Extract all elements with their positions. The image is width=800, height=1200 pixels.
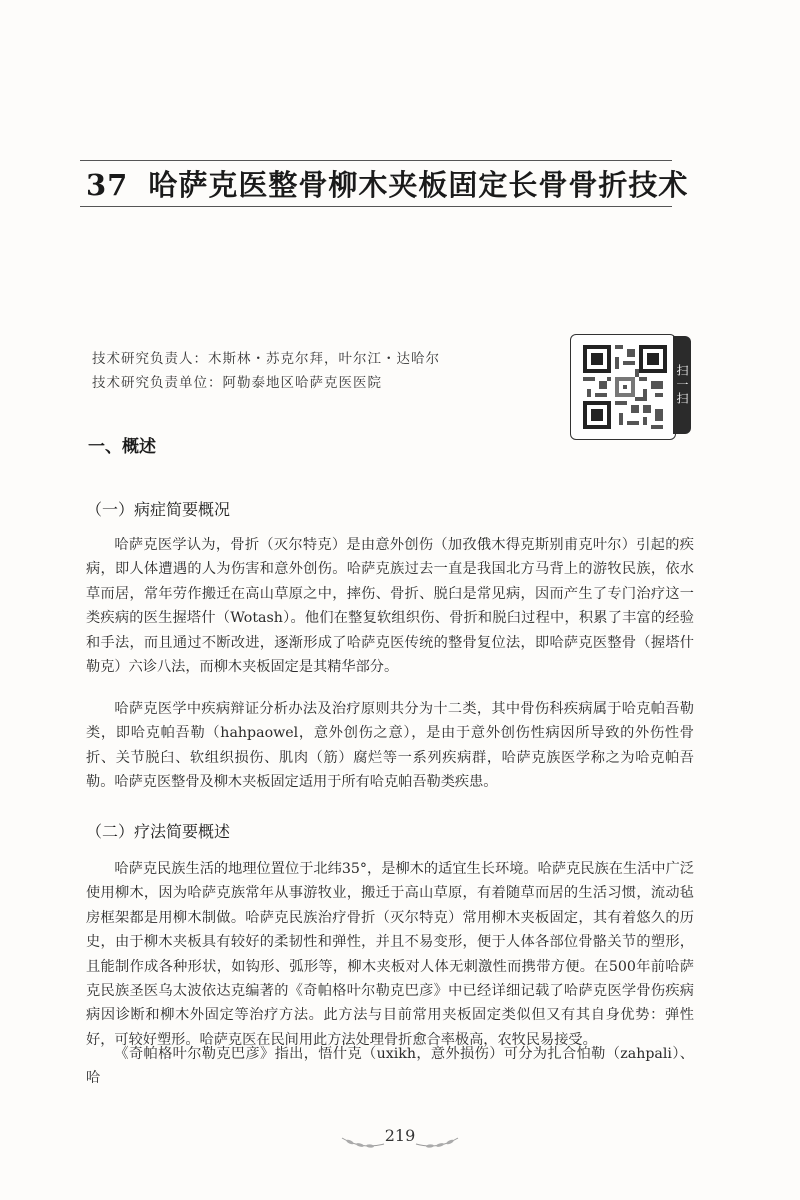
paragraph: 《奇帕格叶尔勒克巴彦》指出，悟什克（uxikh，意外损伤）可分为扎合怕勒（zahpali）、哈: [86, 1046, 694, 1087]
research-unit: 技术研究负责单位：阿勒泰地区哈萨克医医院: [92, 375, 382, 391]
chapter-title: [86, 163, 689, 204]
title-rule-top: [80, 160, 672, 161]
paragraph: 哈萨克医学中疾病辩证分析办法及治疗原则共分为十二类，其中骨伤科疾病属于哈克帕吾勒类，即哈克帕吾勒（hahpaowel，意外创伤之意），是由于意外创伤性病因所导致的外伤性骨折、关节脱臼、软组织损伤、肌肉（筋）腐烂等一系列疾病群，哈萨克族医学称之为哈克帕吾勒。哈萨克医整骨及柳木夹板固定适用于所有哈克帕吾勒类疾患。: [86, 701, 694, 791]
page-number: 219: [384, 1126, 416, 1145]
credits: [92, 347, 440, 395]
subsection-heading-therapy: （二）疗法简要概述: [86, 822, 231, 841]
page-number-block: [332, 1122, 468, 1152]
chapter-number: 37: [86, 168, 129, 202]
subsection-heading-condition: （一）病症简要概况: [86, 500, 231, 519]
scan-tab[interactable]: 扫一扫: [673, 336, 691, 434]
chapter-title-text: 哈萨克医整骨柳木夹板固定长骨骨折技术: [148, 168, 689, 202]
section-heading-overview: 一、概述: [88, 437, 156, 457]
qr-code-icon[interactable]: [583, 345, 667, 429]
paragraph: 哈萨克医学认为，骨折（灭尔特克）是由意外创伤（加孜俄木得克斯别甫克叶尔）引起的疾病，即人体遭遇的人为伤害和意外创伤。哈萨克族过去一直是我国北方马背上的游牧民族，依水草而居，常年劳作搬迁在高山草原之中，摔伤、骨折、脱臼是常见病，因而产生了专门治疗这一类疾病的医生握塔什（Wotash）。他们在整复软组织伤、骨折和脱臼过程中，积累了丰富的经验和手法，而且通过不断改进，逐渐形成了哈萨克医传统的整骨复位法，即哈萨克医整骨（握塔什勒克）六诊八法，而柳木夹板固定是其精华部分。: [86, 537, 694, 676]
title-rule-bottom: [80, 206, 672, 207]
qr-frame: [570, 334, 676, 440]
paragraph: 哈萨克民族生活的地理位置位于北纬35°，是柳木的适宜生长环境。哈萨克民族在生活中广泛使用柳木，因为哈萨克族常年从事游牧业，搬迁于高山草原，有着随草而居的生活习惯，流动毡房框架都是用柳木制做。哈萨克民族治疗骨折（灭尔特克）常用柳木夹板固定，其有着悠久的历史，由于柳木夹板具有较好的柔韧性和弹性，并且不易变形，便于人体各部位骨骼关节的塑形，且能制作成各种形状，如钩形、弧形等，柳木夹板对人体无刺激性而携带方便。在500年前哈萨克民族圣医乌太波依达克编著的《奇帕格叶尔勒克巴彦》中已经详细记载了哈萨克医学骨伤疾病病因诊断和柳木外固定等治疗方法。此方法与目前常用夹板固定类似但又有其自身优势：弹性好，可较好塑形。哈萨克医在民间用此方法处理骨折愈合率极高，农牧民易接受。: [86, 861, 694, 1048]
qr-block[interactable]: [570, 334, 692, 440]
research-lead: 技术研究负责人：木斯林・苏克尔拜，叶尔江・达哈尔: [92, 351, 440, 367]
